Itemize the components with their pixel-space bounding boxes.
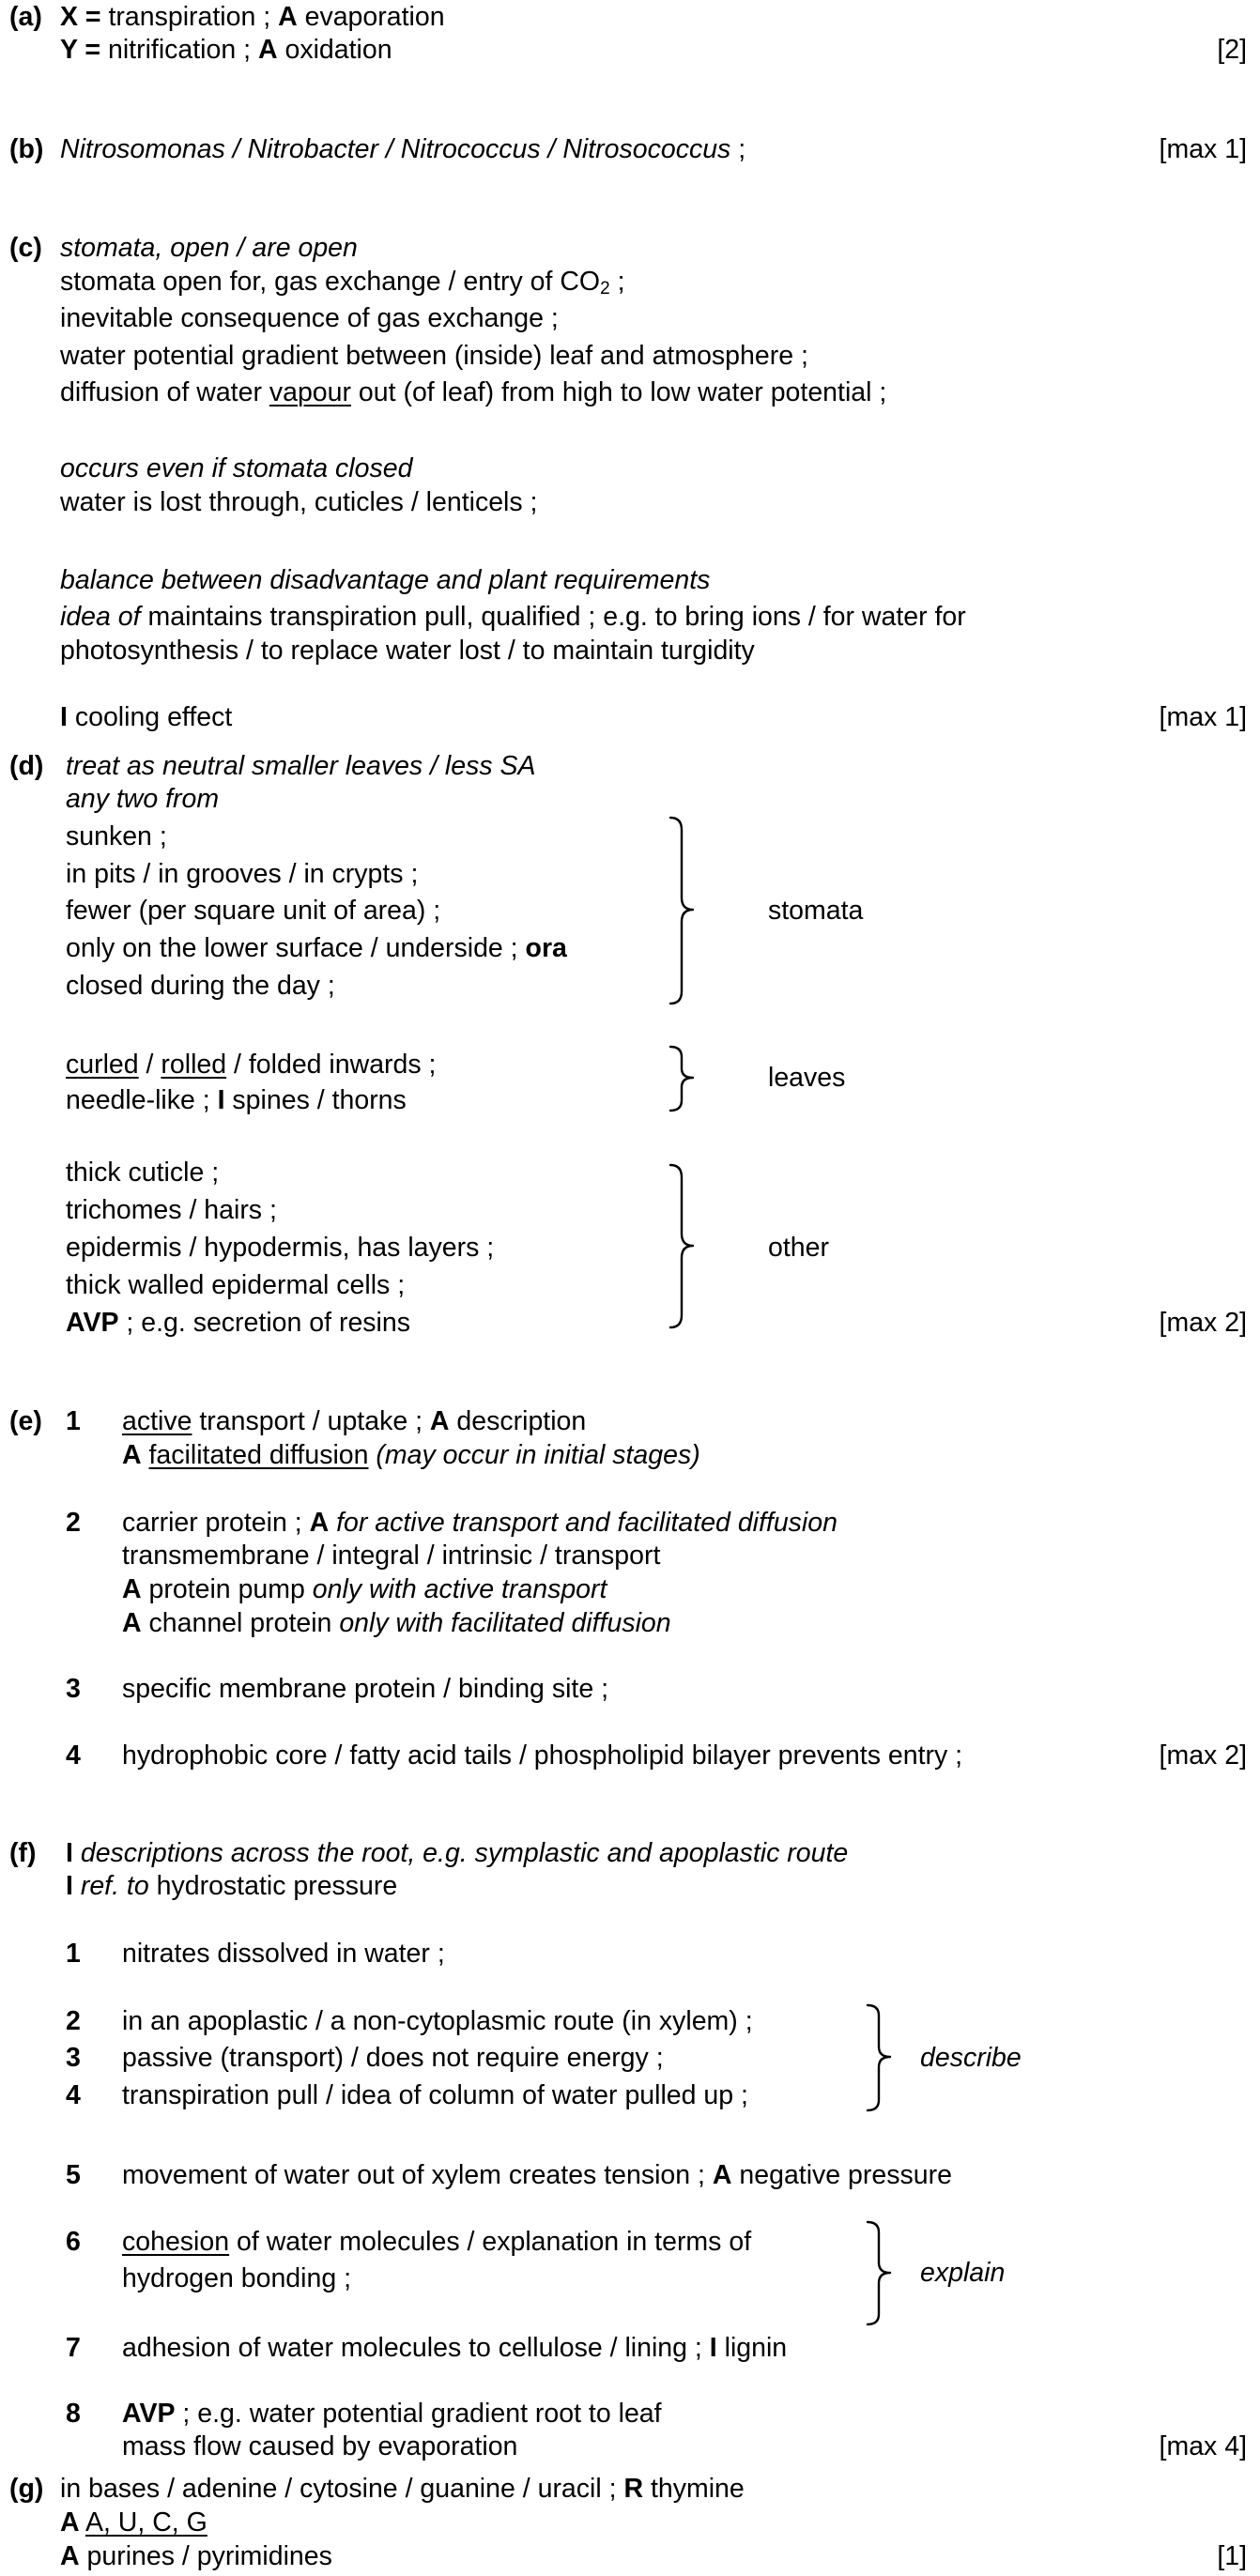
part-e-label: (e) xyxy=(9,1406,42,1436)
f-point-6b: hydrogen bonding ; xyxy=(122,2263,352,2293)
e-point-4: hydrophobic core / fatty acid tails / phospholipid bilayer prevents entry ; xyxy=(122,1740,963,1771)
marks-d: [max 2] xyxy=(1159,1308,1247,1338)
d-group-leaves: leaves xyxy=(768,1063,846,1093)
part-g-label: (g) xyxy=(9,2474,44,2504)
c-ignore: I cooling effect xyxy=(60,702,233,732)
c-line-1: stomata open for, gas exchange / entry of $CO_2$ ; xyxy=(60,267,625,299)
f-point-5: movement of water out of xylem creates tension ; A negative pressure xyxy=(122,2160,952,2190)
c-heading-3: balance between disadvantage and plant requirements xyxy=(60,565,711,595)
e-point-3: specific membrane protein / binding site ; xyxy=(122,1674,609,1704)
c-heading-1: stomata, open / are open xyxy=(60,233,358,263)
marks-b: [max 1] xyxy=(1159,134,1247,164)
brace-other xyxy=(657,1162,704,1331)
d-other-4: thick walled epidermal cells ; xyxy=(66,1270,406,1300)
f-point-8: AVP ; e.g. water potential gradient root to leaf xyxy=(122,2399,662,2429)
f-point-4: transpiration pull / idea of column of water pulled up ; xyxy=(122,2080,748,2110)
g-line-3: A purines / pyrimidines xyxy=(60,2541,332,2571)
part-d-label: (d) xyxy=(9,751,44,781)
e-num-4: 4 xyxy=(66,1740,81,1771)
f-num-3: 3 xyxy=(66,2043,81,2073)
e-point-1: active transport / uptake ; A description xyxy=(122,1406,587,1436)
part-a-label: (a) xyxy=(9,2,42,32)
f-group-explain: explain xyxy=(920,2258,1006,2288)
marks-e: [max 2] xyxy=(1159,1740,1247,1771)
f-num-4: 4 xyxy=(66,2080,81,2110)
part-f-label: (f) xyxy=(9,1838,37,1868)
c-line-4: diffusion of water vapour out (of leaf) from high to low water potential ; xyxy=(60,377,887,407)
c-line-3: water potential gradient between (inside) leaf and atmosphere ; xyxy=(60,341,808,371)
d-other-2: trichomes / hairs ; xyxy=(66,1195,277,1225)
f-num-7: 7 xyxy=(66,2333,81,2363)
part-b-label: (b) xyxy=(9,134,44,164)
e-point-2c: A protein pump only with active transport xyxy=(122,1574,607,1604)
e-point-2d: A channel protein only with facilitated diffusion xyxy=(122,1608,671,1638)
brace-leaves xyxy=(657,1044,704,1113)
e-point-2b: transmembrane / integral / intrinsic / transport xyxy=(122,1541,661,1571)
e-num-3: 3 xyxy=(66,1674,81,1704)
f-heading-1: I descriptions across the root, e.g. symplastic and apoplastic route xyxy=(66,1838,849,1868)
f-num-6: 6 xyxy=(66,2227,81,2257)
marks-f: [max 4] xyxy=(1159,2431,1247,2461)
answer-x: X = transpiration ; A evaporation xyxy=(60,2,445,32)
marks-c: [max 1] xyxy=(1159,702,1247,732)
d-stomata-1: sunken ; xyxy=(66,821,167,851)
g-line-2: A A, U, C, G xyxy=(60,2507,207,2538)
d-group-other: other xyxy=(768,1233,829,1263)
c-line-2: inevitable consequence of gas exchange ; xyxy=(60,303,559,333)
f-num-1: 1 xyxy=(66,1939,81,1969)
answer-y: Y = nitrification ; A oxidation xyxy=(60,35,392,65)
answer-b: Nitrosomonas / Nitrobacter / Nitrococcus / Nitrosococcus ; xyxy=(60,134,746,164)
c-line-6: idea of maintains transpiration pull, qualified ; e.g. to bring ions / for water for xyxy=(60,602,966,632)
brace-explain xyxy=(854,2219,901,2328)
marks-g: [1] xyxy=(1217,2541,1247,2571)
e-num-2: 2 xyxy=(66,1508,81,1538)
c-heading-2: occurs even if stomata closed xyxy=(60,453,413,483)
f-point-1: nitrates dissolved in water ; xyxy=(122,1939,445,1969)
part-c-label: (c) xyxy=(9,233,42,263)
f-point-3: passive (transport) / does not require energy ; xyxy=(122,2043,664,2073)
brace-stomata xyxy=(657,815,704,1006)
f-num-8: 8 xyxy=(66,2399,81,2429)
g-line-1: in bases / adenine / cytosine / guanine / uracil ; R thymine xyxy=(60,2474,745,2504)
e-point-2: carrier protein ; A for active transport and facilitated diffusion xyxy=(122,1508,837,1538)
f-heading-2: I ref. to hydrostatic pressure xyxy=(66,1871,398,1901)
d-heading-1: treat as neutral smaller leaves / less SA xyxy=(66,751,536,781)
d-group-stomata: stomata xyxy=(768,896,864,926)
e-num-1: 1 xyxy=(66,1406,81,1436)
c-line-5: water is lost through, cuticles / lenticels ; xyxy=(60,487,538,517)
d-stomata-4: only on the lower surface / underside ; ora xyxy=(66,933,567,963)
d-heading-2: any two from xyxy=(66,784,220,814)
d-stomata-5: closed during the day ; xyxy=(66,971,335,1001)
f-point-8b: mass flow caused by evaporation xyxy=(122,2431,518,2461)
f-point-2: in an apoplastic / a non-cytoplasmic route (in xylem) ; xyxy=(122,2006,753,2036)
d-stomata-3: fewer (per square unit of area) ; xyxy=(66,896,441,926)
d-leaves-2: needle-like ; I spines / thorns xyxy=(66,1085,407,1115)
f-group-describe: describe xyxy=(920,2043,1022,2073)
d-other-1: thick cuticle ; xyxy=(66,1158,220,1188)
c-line-7: photosynthesis / to replace water lost / to maintain turgidity xyxy=(60,636,755,666)
d-other-3: epidermis / hypodermis, has layers ; xyxy=(66,1233,495,1263)
f-num-2: 2 xyxy=(66,2006,81,2036)
marks-a: [2] xyxy=(1217,35,1247,65)
f-point-6: cohesion of water molecules / explanation in terms of xyxy=(122,2227,752,2257)
d-other-5: AVP ; e.g. secretion of resins xyxy=(66,1308,410,1338)
f-point-7: adhesion of water molecules to cellulose / lining ; I lignin xyxy=(122,2333,788,2363)
f-num-5: 5 xyxy=(66,2160,81,2190)
e-point-1-alt: A facilitated diffusion (may occur in initial stages) xyxy=(122,1440,700,1470)
d-leaves-1: curled / rolled / folded inwards ; xyxy=(66,1050,437,1080)
d-stomata-2: in pits / in grooves / in crypts ; xyxy=(66,859,419,889)
brace-describe xyxy=(854,2002,901,2113)
